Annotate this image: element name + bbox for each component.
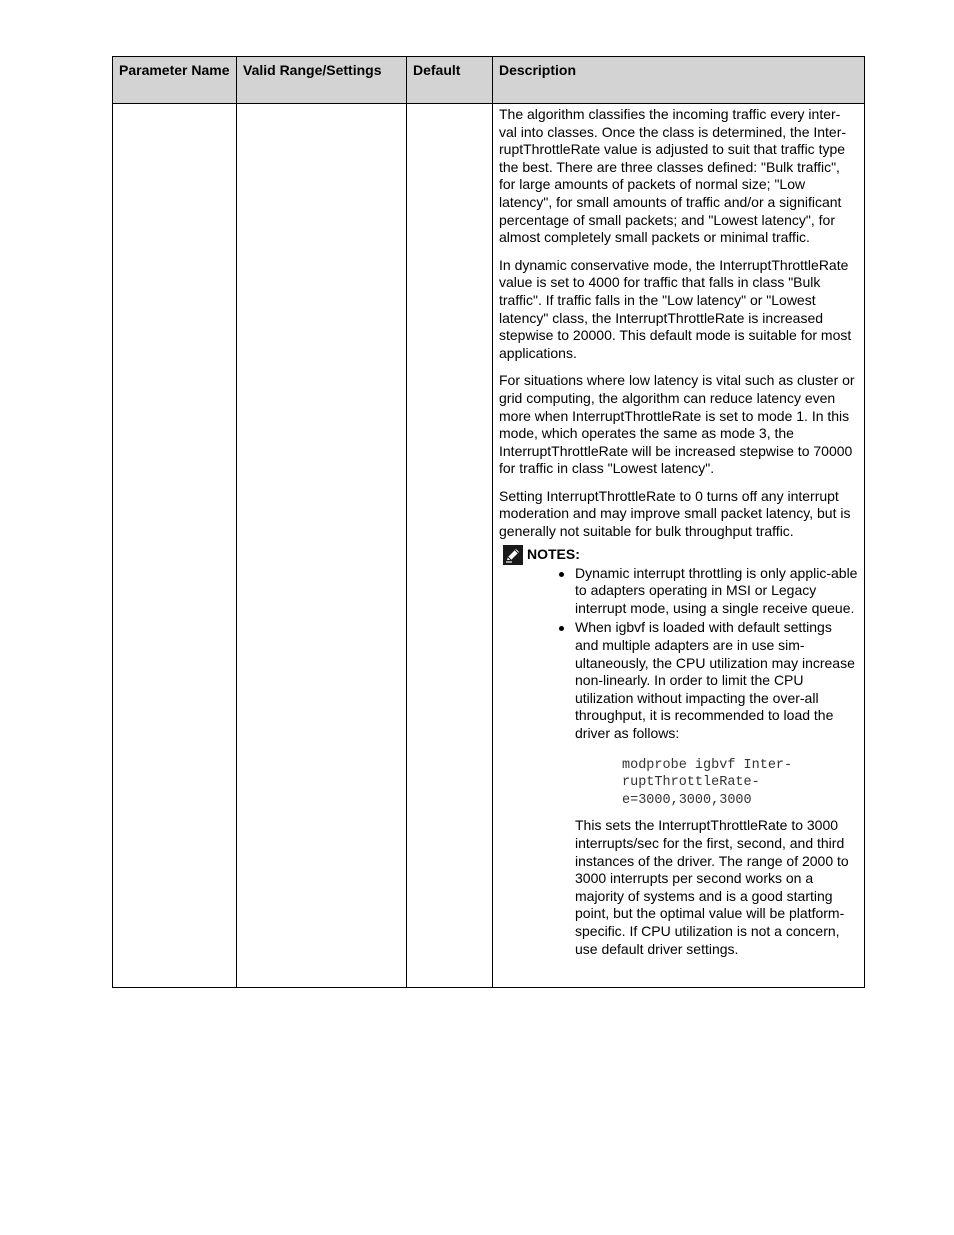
notes-item	[575, 619, 858, 958]
notes-item-text: When igbvf is loaded with default settings and multiple adapters are in use sim-ultaneously, the CPU utilization may increase non-linearly. In order to limit the CPU utilization without impacting the over-all throughput, it is recommended to load the driver as follows:	[575, 619, 855, 741]
description-paragraph-3: For situations where low latency is vital such as cluster or grid computing, the algorithm can reduce latency even more when InterruptThrottleRate is set to mode 1. In this mode, which operates the same as mode 3, the InterruptThrottleRate will be increased stepwise to 70000 for traffic in class "Lowest latency".	[499, 372, 855, 477]
header-parameter-name: Parameter Name	[113, 57, 237, 104]
cell-description	[493, 104, 865, 988]
header-description: Description	[493, 57, 865, 104]
description-paragraph-2: In dynamic conservative mode, the InterruptThrottleRate value is set to 4000 for traffic that falls in class "Bulk traffic". If traffic falls in the "Low latency" or "Lowest latency" class, the InterruptThrottleRate is increased stepwise to 20000. This default mode is suitable for most applications.	[499, 256, 852, 361]
notes-item: Dynamic interrupt throttling is only applic-able to adapters operating in MSI or Legacy interrupt mode, using a single receive queue.	[575, 564, 858, 616]
cell-default	[407, 104, 493, 988]
code-snippet: modprobe igbvf Inter- ruptThrottleRate- e=3000,3000,3000	[622, 757, 793, 808]
parameter-table	[112, 56, 865, 988]
pencil-note-icon	[503, 545, 523, 565]
notes-item-followup: This sets the InterruptThrottleRate to 3000 interrupts/sec for the first, second, and third instances of the driver. The range of 2000 to 3000 interrupts per second works on a majority of systems and is a good starting point, but the optimal value will be platform-specific. If CPU utilization is not a concern, use default driver settings.	[575, 817, 849, 957]
table-header-row	[113, 57, 865, 104]
notes-list	[499, 565, 858, 958]
notes-label: NOTES:	[527, 545, 580, 562]
description-paragraph-1: The algorithm classifies the incoming traffic every inter-val into classes. Once the class is determined, the Inter-ruptThrottleRate value is adjusted to suit that traffic type the best. There are three classes defined: "Bulk traffic", for large amounts of packets of normal size; "Low latency", for small amounts of traffic and/or a significant percentage of small packets; and "Lowest latency", for almost completely small packets or minimal traffic.	[499, 106, 847, 246]
cell-valid-range	[237, 104, 407, 988]
notes-header	[503, 545, 858, 565]
table-row	[113, 104, 865, 988]
header-valid-range: Valid Range/Settings	[237, 57, 407, 104]
cell-parameter-name	[113, 104, 237, 988]
description-paragraph-4: Setting InterruptThrottleRate to 0 turns off any interrupt moderation and may improve small packet latency, but is generally not suitable for bulk throughput traffic.	[499, 487, 851, 540]
header-default: Default	[407, 57, 493, 104]
